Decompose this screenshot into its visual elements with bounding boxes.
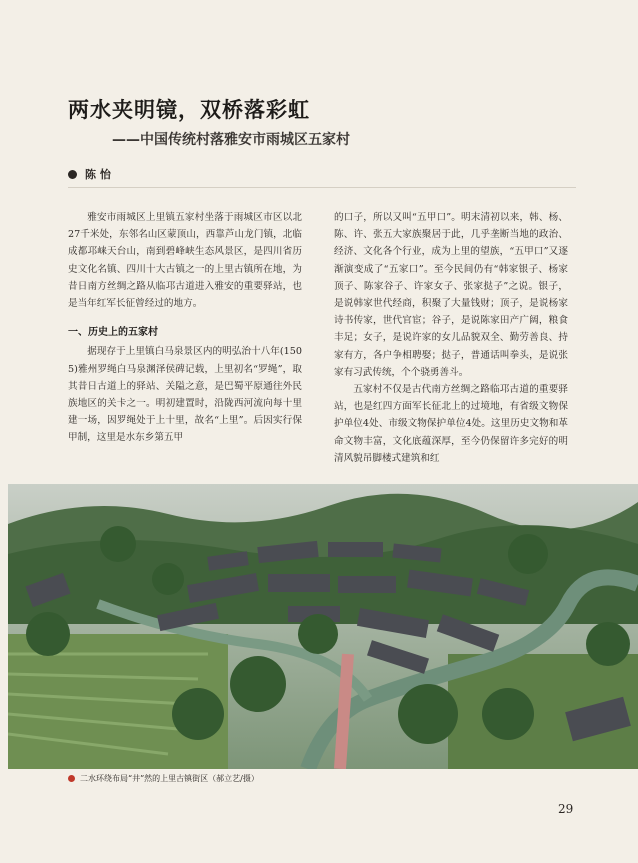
photo-caption-text: 二水环绕布局“井”然的上里古镇街区（郝立艺/摄）	[80, 774, 259, 783]
aerial-photo-illustration	[8, 484, 638, 769]
paragraph: 据现存于上里镇白马泉景区内的明弘治十八年(1505)雅州罗绳白马泉渊泽侯碑记载，上里初名“罗绳”，取其昔日古道上的驿站、关隘之意，是巴蜀平原通往外民族地区的关卡之一。明初建置时，沿陇西河流向每十里建一场，因罗绳处于上十里，故名“上里”。后因实行保甲制，这里是水东乡第五甲	[68, 346, 302, 444]
text-column-left	[68, 209, 302, 447]
paragraph: 五家村不仅是古代南方丝绸之路临邛古道的重要驿站，也是红四方面军长征北上的过境地，有省级文物保护单位4处、市级文物保护单位4处。这里历史文物和革命文物丰富，文化底蕴深厚，至今仍保留许多完好的明清风貌吊脚楼式建筑和红	[334, 384, 568, 464]
text-column-right	[334, 209, 568, 467]
paragraph: 雅安市雨城区上里镇五家村坐落于雨城区市区以北27千米处，东邻名山区蒙顶山，西靠芦山龙门镇，北临成都邛崃天台山，南到碧峰峡生态风景区，是四川省历史文化名镇、四川十大古镇之一的上里古镇所在地，为昔日南方丝绸之路从临邛古道进入雅安的重要驿站，也是当年红军长征曾经过的地方。	[68, 212, 302, 310]
caption-bullet-icon	[68, 775, 75, 782]
article-title: 两水夹明镜，双桥落彩虹	[68, 98, 310, 122]
page-number: 29	[558, 802, 574, 816]
author-name: 陈 怡	[85, 168, 111, 181]
aerial-photo	[8, 484, 638, 769]
author-bullet-icon	[68, 170, 77, 179]
article-subtitle: ——中国传统村落雅安市雨城区五家村	[112, 132, 350, 148]
author-line	[68, 166, 111, 182]
photo-caption	[68, 773, 259, 784]
section-heading: 一、历史上的五家村	[68, 327, 158, 339]
divider	[68, 187, 576, 188]
paragraph: 的口子，所以又叫“五甲口”。明末清初以来，韩、杨、陈、许、张五大家族聚居于此，几乎垄断当地的政治、经济、文化各个行业，成为上里的望族，“五甲口”又逐渐演变成了“五家口”。至今民间仍有“韩家银子、杨家顶子、陈家谷子、许家女子、张家挞子”之说。银子，是说韩家世代经商，积聚了大量钱财；顶子，是说杨家诗书传家，世代官宦；谷子，是说陈家田产广阔，粮食丰足；女子，是说许家的女儿品貌双全、勤劳善良、持家有方，各户争相聘娶；挞子，普通话叫拳头，是说张家有习武传统，个个骁勇善斗。	[334, 212, 568, 378]
